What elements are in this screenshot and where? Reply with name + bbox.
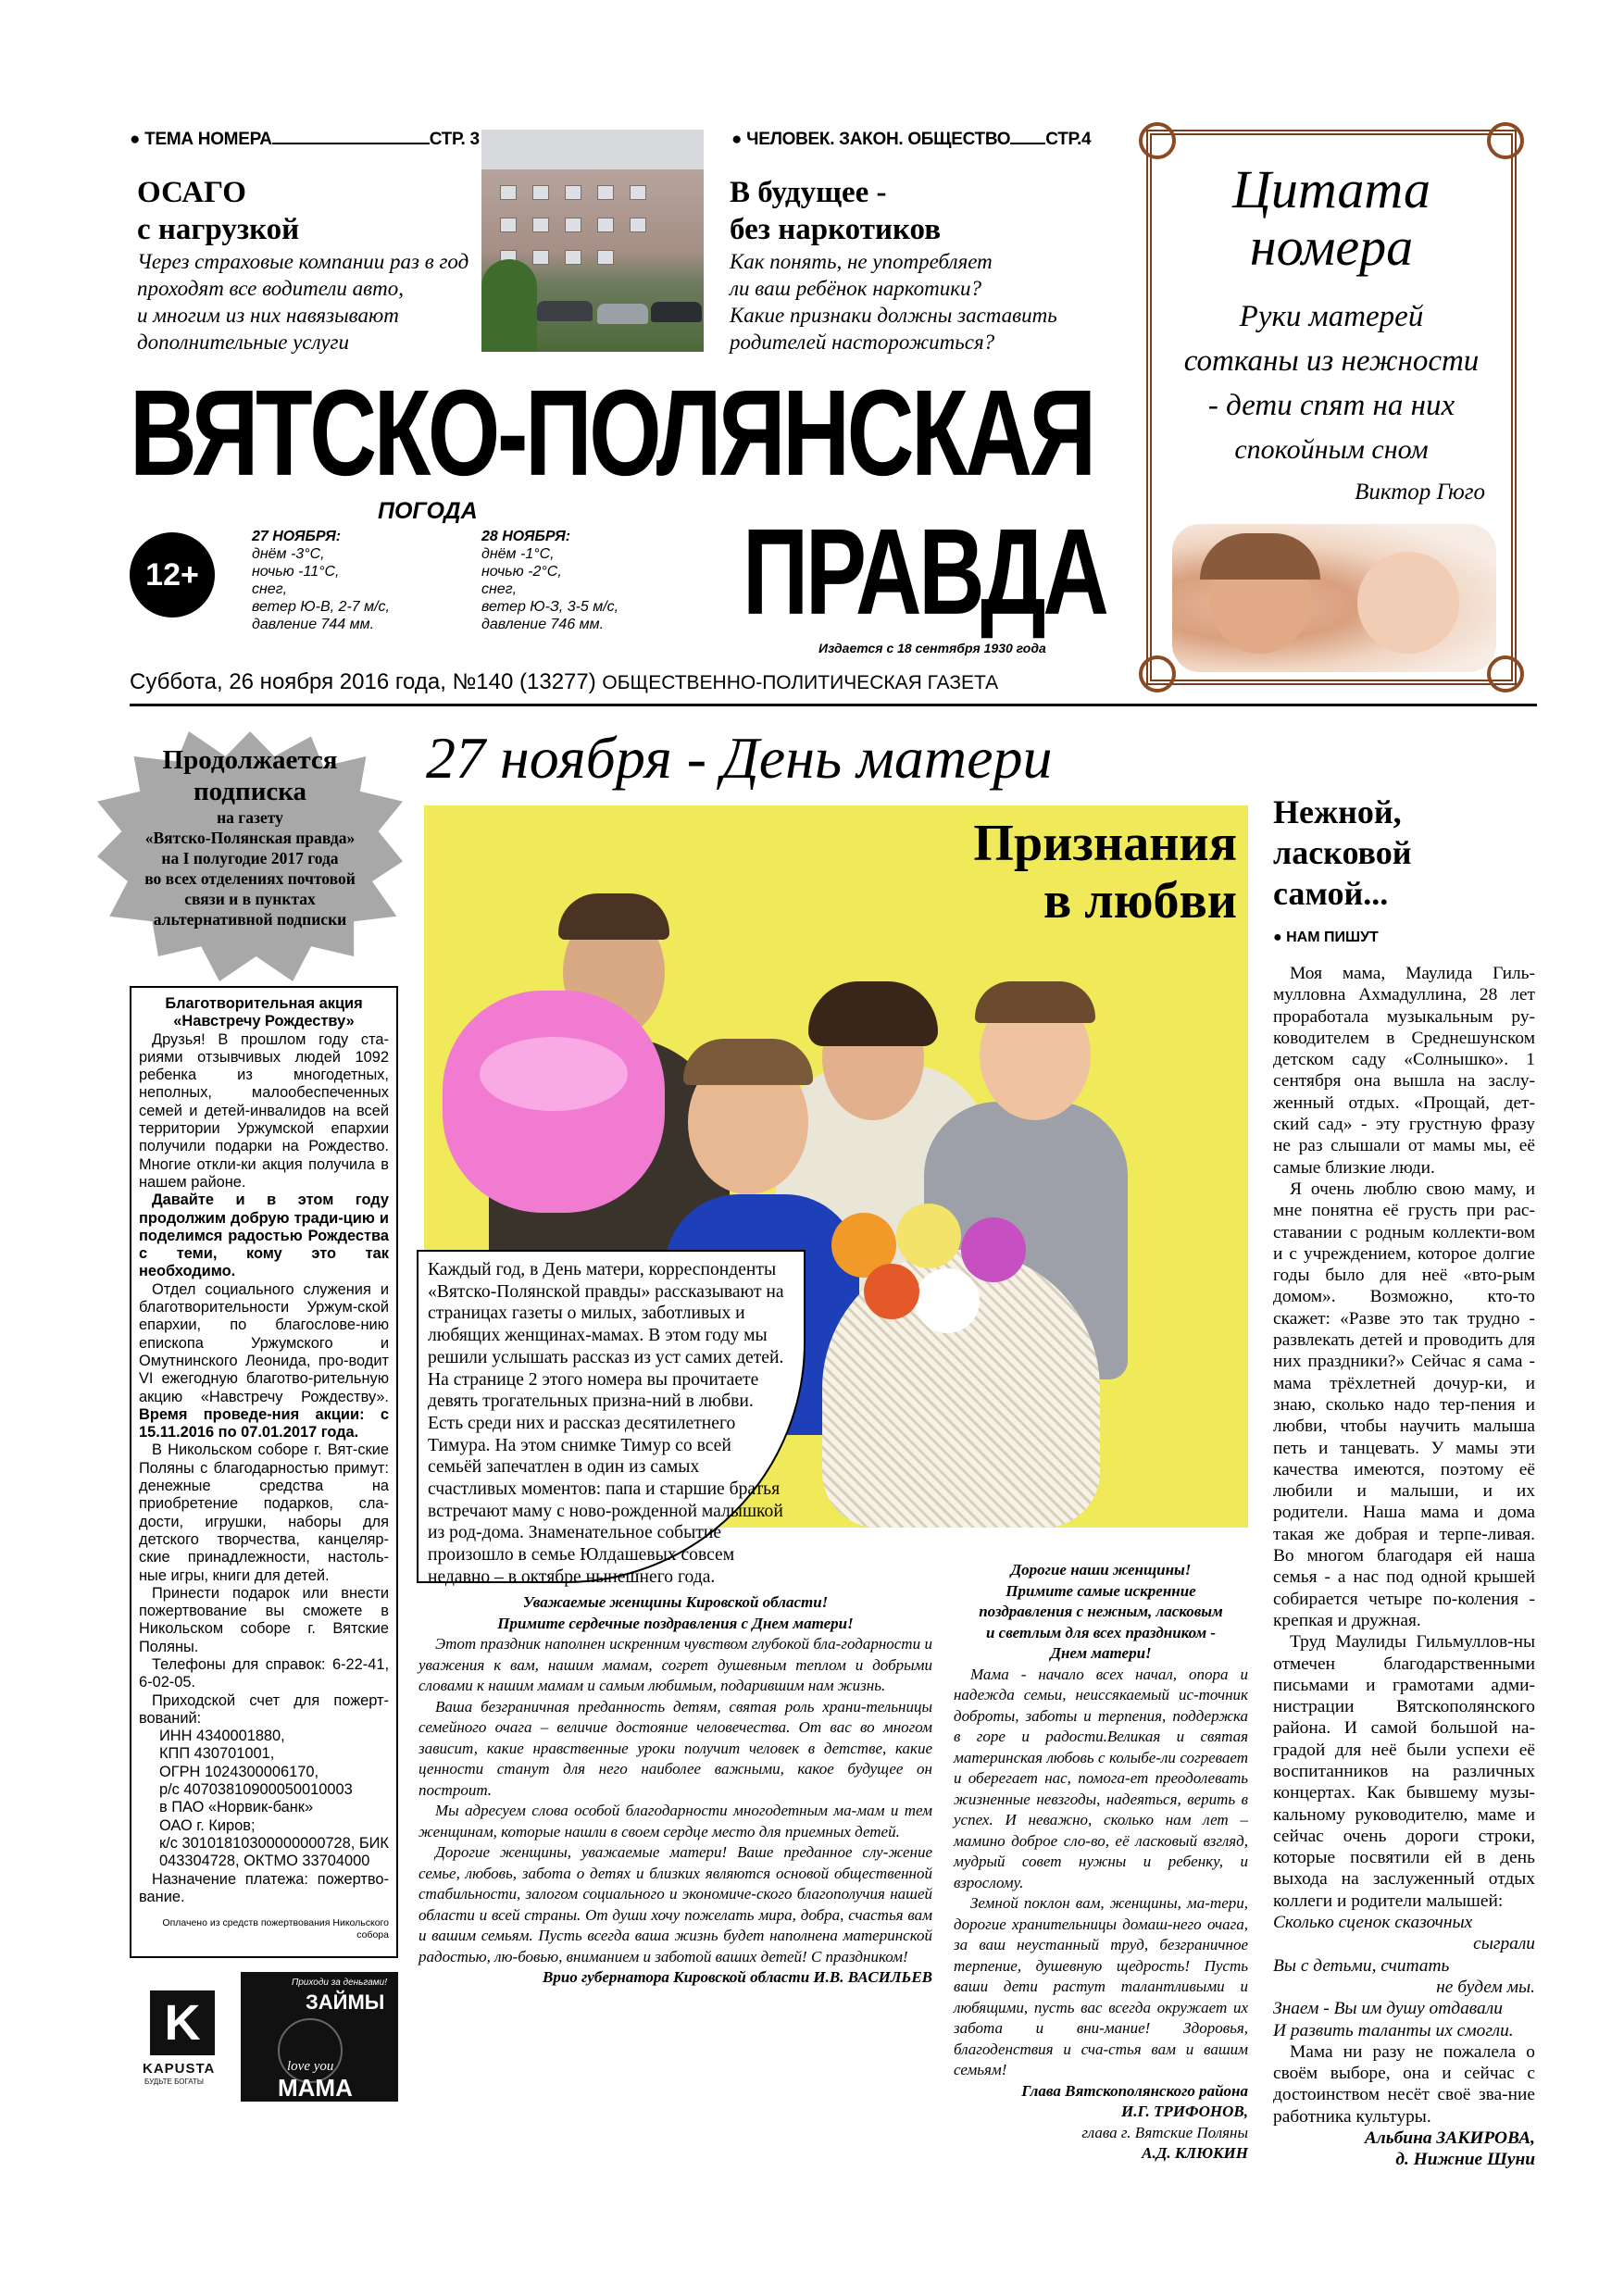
charity-heading: «Навстречу Рождеству» — [173, 1013, 355, 1030]
teaser-right-text-line: ли ваш ребёнок наркотики? — [730, 277, 981, 300]
district-paragraph: Земной поклон вам, женщины, ма-тери, дорогие хранительницы домаш-него очага, за ваш неустанный труд, безграничное терпение, душевную щедрость! Пусть ваши дети растут талантливыми и любящими, пусть вас всегда окружает их забота и вни-мание! Здоровья, благоденствия и сча-стья вам и вашим семьям! — [954, 1894, 1248, 2078]
charity-box — [130, 986, 398, 1958]
weather-line: снег, — [252, 581, 288, 597]
district-greeting-title: Примите самые искренние — [1006, 1581, 1196, 1600]
kicker-rule — [1010, 143, 1045, 144]
subscription-line: на газету — [217, 808, 283, 827]
ad-love: love you — [287, 2059, 334, 2074]
teaser-right-page[interactable]: СТР.4 — [1045, 130, 1092, 149]
teaser-right-text-line: Какие признаки должны заставить — [730, 304, 1057, 327]
subscription-line: альтернативной подписки — [153, 910, 347, 929]
teaser-right-text-line: родителей насторожиться? — [730, 331, 995, 354]
bank-line: р/с 40703810900050010003 — [159, 1781, 353, 1799]
charity-paragraph — [139, 1281, 389, 1442]
district-greeting-title: Днем матери! — [1050, 1644, 1152, 1662]
charity-paragraph: Давайте и в этом году продолжим добрую тради-цию и поделимся радостью Рождества с теми, кому это так необходимо. — [139, 1192, 389, 1280]
divider — [130, 704, 1537, 706]
weather-line: давление 744 мм. — [252, 617, 375, 632]
teaser-left-text-line: Через страховые компании раз в год — [137, 250, 469, 273]
charity-text: Отдел социального служения и благотворительности Уржум-ской епархии, по благослове-нию епископа Уржумского и Омутнинского Леонида, про-водит VI ежегодную благотво-рительную акцию «Навстречу Рождеству». — [139, 1280, 389, 1405]
ad-brand-sub: БУДЬТЕ БОГАТЫ — [144, 2078, 204, 2086]
district-greeting-title: и светлым для всех праздником - — [985, 1623, 1217, 1641]
photo-title-line: в любви — [1043, 872, 1237, 930]
governor-paragraph: Этот праздник наполнен искренним чувством глубокой бла-годарности и уважения к вам, нашим мамам, согрет душевным теплом и добрыми словами к нашим мамам и самым любимым, подарившим нам жизнь. — [418, 1635, 932, 1694]
quote-line: - дети спят на них — [1207, 389, 1455, 422]
teaser-left-text-line: и многим из них навязывают — [137, 304, 399, 327]
poem-line: не будем мы. — [1436, 1977, 1535, 1997]
subscription-line: во всех отделениях почтовой — [144, 869, 356, 888]
quote-line: Руки матерей — [1239, 300, 1424, 333]
ornament-icon — [1139, 655, 1176, 693]
weather-title: ПОГОДА — [378, 498, 478, 524]
ad-tagline: Приходи за деньгами! — [292, 1978, 387, 1988]
photo-caption-text: Каждый год, в День матери, корреспонденты «Вятско-Полянской правды» рассказывают на страницах газеты о милых, заботливых и любящих женщинах-мамах. В этом году мы решили услышать рассказ из уст самих детей. На странице 2 этого номера вы прочитаете девять трогательных призна-ний в любви. Есть среди них и рассказ десятилетнего Тимура. На этом снимке Тимур со всей семьёй запечатлен в один из самых счастливых моментов: папа и старшие братья встречают маму с ново-рожденной малышкой из род-дома. Знаменательное событие произошло в семье Юлдашевых совсем недавно – в октябре нынешнего года. — [428, 1260, 784, 1587]
bullet-icon: ● — [130, 130, 141, 149]
teaser-right-title-line: В будущее - — [730, 176, 887, 209]
governor-greeting-title: Уважаемые женщины Кировской области! — [522, 1593, 829, 1611]
weather-line: ветер Ю-В, 2-7 м/с, — [252, 599, 390, 615]
charity-paragraph: В Никольском соборе г. Вят-ские Поляны с благодарностью примут: денежные средства на приобретение подарков, сла-дости, игрушки, наборы для детского творчества, канцеляр-ские принадлежности, настоль-ные игры, книги для детей. — [139, 1441, 389, 1584]
weather-day1 — [252, 528, 390, 633]
bank-line: ИНН 4340001880, — [159, 1728, 285, 1745]
photo-title — [973, 815, 1237, 930]
charity-paragraph: Друзья! В прошлом году ста-риями отзывчивых людей 1092 ребенка из многодетных, неполных, малообеспеченных семей и детей-инвалидов на всей территории Уржумской епархии получили подарки на Рождество. Многие откли-ки акция получила в нашем районе. — [139, 1030, 389, 1191]
bullet-icon: ● — [731, 130, 743, 149]
poem-line: И развить таланты их смогли. — [1273, 2020, 1514, 2040]
teaser-left-text-line: дополнительные услуги — [137, 331, 350, 354]
governor-greeting — [418, 1592, 932, 1989]
ornament-icon — [1139, 122, 1176, 159]
weather-day2-date: 28 НОЯБРЯ: — [481, 529, 571, 544]
bank-line: КПП 430701001, — [159, 1745, 275, 1763]
teaser-left-kicker-label: ТЕМА НОМЕРА — [144, 130, 272, 149]
bank-line: ОГРН 1024300006170, — [159, 1763, 319, 1780]
charity-phones: Телефоны для справок: 6-22-41, 6-02-05. — [139, 1655, 389, 1691]
right-headline-line: ласковой — [1273, 834, 1412, 871]
ornament-icon — [1487, 655, 1524, 693]
poem-line: сыграли — [1473, 1934, 1535, 1954]
weather-day1-date: 27 НОЯБРЯ: — [252, 529, 342, 544]
district-signature: И.Г. ТРИФОНОВ, — [1121, 2103, 1248, 2120]
subscription-body — [120, 807, 380, 930]
kapusta-logo-icon: K — [150, 1990, 215, 2055]
weather-line: ночью -11°С, — [252, 564, 340, 580]
teaser-photo-building — [481, 130, 704, 352]
teaser-left-title[interactable] — [137, 174, 299, 248]
kicker-rule — [272, 143, 430, 144]
subscription-line: связи и в пунктах — [184, 890, 316, 908]
photo-caption — [417, 1250, 806, 1587]
flower-icon — [896, 1204, 961, 1268]
subscription-line: «Вятско-Полянская правда» — [144, 829, 356, 847]
baby-blanket-highlight — [480, 1037, 628, 1111]
teaser-right-title-line: без наркотиков — [730, 213, 942, 246]
father-hair — [558, 893, 669, 940]
toddler-hair — [975, 981, 1095, 1023]
teaser-left-page[interactable]: СТР. 3 — [429, 130, 480, 149]
district-signature: глава г. Вятские Поляны — [1081, 2123, 1248, 2141]
right-headline-line: самой... — [1273, 875, 1389, 912]
weather-line: снег, — [481, 581, 518, 597]
teaser-right-title[interactable] — [730, 174, 941, 248]
subscription-line: подписка — [193, 777, 307, 806]
quote-line: сотканы из нежности — [1183, 344, 1480, 378]
district-greeting — [954, 1560, 1248, 2165]
teaser-left-title-line: ОСАГО — [137, 176, 246, 209]
teaser-left-title-line: с нагрузкой — [137, 213, 300, 246]
ad-brand: KAPUSTA — [143, 2061, 216, 2077]
poem-line: Знаем - Вы им душу отдавали — [1273, 1999, 1503, 2019]
quote-photo-mother-baby — [1172, 524, 1496, 672]
bank-line: в ПАО «Норвик-банк» — [159, 1799, 314, 1816]
quote-box — [1146, 130, 1517, 685]
bullet-icon: ● — [1273, 930, 1282, 945]
boy-hair — [683, 1039, 813, 1085]
charity-paragraph: Принести подарок или внести пожертвование вы сможете в Никольском соборе г. Вятские Поляны. — [139, 1584, 389, 1655]
teaser-left-text-line: проходят все водители авто, — [137, 277, 404, 300]
charity-note: Оплачено из средств пожертвования Никольского собора — [162, 1917, 389, 1941]
district-paragraph: Мама - начало всех начал, опора и надежда семьи, неиссякаемый ис-точник доброты, заботы и терпения, поддержка в горе и радости.Великая и святая материнская любовь с колыбе-ли согревает и оберегает нас, помога-ет преодолевать жизненные невзгоды, надеяться, верить в успех. И неважно, сколько нам лет – мамино доброе сло-во, её ласковый взгляд, мудрый совет нужны и ребенку, и взрослому. — [954, 1665, 1248, 1891]
weather-line: днём -1°С, — [481, 546, 555, 562]
right-paragraph: Труд Маулиды Гильмуллов-ны отмечен благодарственными письмами и грамотами адми-нистрации Вятскополянского района. И самой большой на-градой для неё были успехи её воспитанников на различных концертах. Как бывшему музы-кальному руководителю, маме и сейчас очень дороги строки, которые посвятили ей в день выхода на заслуженный отдых коллеги и родители малышей: — [1273, 1632, 1535, 1911]
governor-signature: Врио губернатора Кировской области И.В. ВАСИЛЬЕВ — [542, 1968, 932, 1986]
governor-paragraph: Дорогие женщины, уважаемые матери! Ваше преданное слу-жение семье, любовь, забота о детях и близких являются основой общественной стабильности, залогом социального и экономиче-ского благополучия нашей области и всей страны. От души хочу пожелать мира, добра, счастья вам и вашим семьям. Пусть всегда ваша жизнь будет наполнена материнской радостью, лю-бовью, вниманием и заботой ваших детей! С праздником! — [418, 1843, 932, 1965]
district-greeting-title: Дорогие наши женщины! — [1010, 1561, 1192, 1578]
weather-line: ветер Ю-З, 3-5 м/с, — [481, 599, 619, 615]
right-paragraph: Мама ни разу не пожалела о своём выборе, она и сейчас с достоинством несёт своё зва-ние работника культуры. — [1273, 2041, 1535, 2127]
flower-icon — [915, 1268, 980, 1333]
ad-mama: МАМА — [278, 2074, 353, 2102]
teaser-right-text — [730, 248, 1137, 356]
bank-line: ОАО г. Киров; — [159, 1816, 256, 1834]
charity-dates: Время проведе-ния акции: с 15.11.2016 по 07.01.2017 года. — [139, 1405, 389, 1441]
masthead-title-line1: ВЯТСКО-ПОЛЯНСКАЯ — [130, 365, 1093, 502]
quote-title — [1152, 161, 1511, 276]
quote-text — [1152, 294, 1511, 472]
poem-line: Сколько сценок сказочных — [1273, 1913, 1473, 1933]
age-rating-badge: 12+ — [130, 532, 215, 618]
masthead-title-line2: ПРАВДА — [743, 504, 1106, 641]
right-signature: д. Нижние Шуни — [1395, 2150, 1535, 2170]
flower-icon — [961, 1217, 1026, 1282]
teaser-right-text-line: Как понять, не употребляет — [730, 250, 993, 273]
issue-date: Суббота, 26 ноября 2016 года, №140 (13277) — [130, 669, 596, 694]
governor-greeting-title: Примите сердечные поздравления с Днем матери! — [497, 1614, 854, 1632]
weather-line: давление 746 мм. — [481, 617, 605, 632]
governor-paragraph: Мы адресуем слова особой благодарности многодетным ма-мам и тем женщинам, которые нашли в своем сердце место для приемных детей. — [418, 1802, 932, 1841]
bank-line: к/с 30101810300000000728, БИК 043304728, ОКТМО 33704000 — [159, 1834, 389, 1870]
right-kicker-label: НАМ ПИШУТ — [1286, 930, 1379, 945]
flower-icon — [864, 1264, 919, 1319]
charity-heading: Благотворительная акция — [165, 995, 363, 1012]
dateline — [130, 669, 998, 695]
right-headline-line: Нежной, — [1273, 793, 1402, 830]
quote-author: Виктор Гюго — [1355, 480, 1485, 505]
subscription-title[interactable] — [97, 744, 403, 807]
subscription-line: на I полугодие 2017 года — [161, 849, 339, 867]
right-paragraph: Я очень люблю свою маму, и мне понятна её грусть при рас-ставании с родным коллекти-вом и с учреждением, которое долгие годы было для неё «вто-рым домом». Возможно, кто-то скажет: «Разве это так трудно - развлекать детей и проводить для них праздники?» Сейчас я сама - мама трёхлетней дочур-ки, и знаю, сколько надо тер-пения и любви, чтобы научить малыша петь и танцевать. У мамы эти качества имеются, поэтому её любили и малыши, и их родители. Наша мама и дома такая же добрая и терпе-ливая. Во многом благодаря ей наша семья - а нас под одной крышей собирается четыре по-коления - крепкая и дружная. — [1273, 1179, 1535, 1630]
right-paragraph: Моя мама, Маулида Гиль-мулловна Ахмадуллина, 28 лет проработала музыкальным ру-ководителем в Среднешунском детском саду «Солнышко». 1 сентября она вышла на заслу-женный отдых. «Прощай, дет-ский сад» - эту грустную фразу не раз слышали от мамы мы, её самые близкие люди. — [1273, 964, 1535, 1178]
district-signature: А.Д. КЛЮКИН — [1142, 2144, 1248, 2162]
quote-title-line: номера — [1249, 217, 1414, 277]
subscription-line: Продолжается — [162, 745, 338, 775]
paper-type: ОБЩЕСТВЕННО-ПОЛИТИЧЕСКАЯ ГАЗЕТА — [602, 672, 999, 693]
weather-day2 — [481, 528, 618, 633]
governor-paragraph: Ваша безграничная преданность детям, святая роль храни-тельницы семейного очага – величие достояние человечества. От вас во многом зависит, какие нравственные уроки получит человек в детстве, какие ценности станут для него наиболее важными, какое будущее он построит. — [418, 1697, 932, 1799]
quote-line: спокойным сном — [1234, 434, 1429, 465]
right-headline[interactable] — [1273, 792, 1411, 914]
charity-paragraph: Приходской счет для пожерт-вований: — [139, 1691, 389, 1727]
ornament-icon — [1487, 122, 1524, 159]
right-kicker — [1273, 930, 1379, 946]
quote-title-line: Цитата — [1231, 159, 1431, 219]
teaser-right-kicker — [731, 130, 1091, 150]
main-headline: 27 ноября - День матери — [426, 725, 1053, 791]
bank-details — [139, 1728, 389, 1870]
right-article — [1273, 963, 1535, 2171]
kapusta-ad[interactable] — [130, 1972, 398, 2102]
district-greeting-title: поздравления с нежным, ласковым — [979, 1603, 1223, 1620]
district-signature: Глава Вятскополянского района — [1021, 2081, 1248, 2100]
masthead-since: Издается с 18 сентября 1930 года — [818, 641, 1046, 655]
mother-hair — [808, 981, 938, 1046]
charity-paragraph: Назначение платежа: пожертво-вание. — [139, 1870, 389, 1905]
teaser-right-kicker-label: ЧЕЛОВЕК. ЗАКОН. ОБЩЕСТВО — [746, 130, 1011, 149]
poem-line: Вы с детьми, считать — [1273, 1955, 1450, 1976]
right-signature: Альбина ЗАКИРОВА, — [1364, 2128, 1535, 2149]
weather-line: днём -3°С, — [252, 546, 325, 562]
weather-line: ночью -2°С, — [481, 564, 562, 580]
ad-loans: ЗАЙМЫ — [306, 1990, 385, 2014]
teaser-left-kicker — [130, 130, 480, 150]
photo-title-line: Признания — [973, 815, 1237, 872]
